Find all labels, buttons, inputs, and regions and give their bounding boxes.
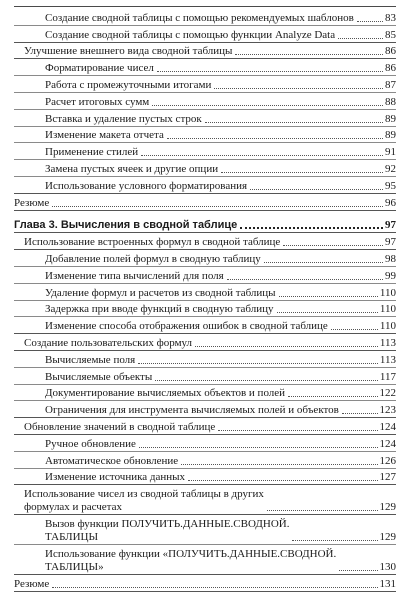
toc-entry-title xyxy=(45,548,336,574)
toc-entry[interactable] xyxy=(14,266,396,283)
toc-entry-title: Обновление значений в сводной таблице xyxy=(24,420,216,433)
toc-entry[interactable] xyxy=(14,434,396,451)
dot-leader xyxy=(267,510,378,511)
toc-entry-page: 95 xyxy=(385,179,396,192)
toc-entry[interactable] xyxy=(14,109,396,126)
dot-leader xyxy=(157,71,383,72)
dot-leader xyxy=(339,570,377,571)
toc-entry-title: Изменение способа отображения ошибок в сводной таблице xyxy=(45,320,328,333)
dot-leader xyxy=(52,587,377,588)
dot-leader xyxy=(292,540,377,541)
toc-entry[interactable] xyxy=(14,451,396,468)
toc-entry-page: 124 xyxy=(379,437,396,450)
dot-leader xyxy=(188,480,377,481)
dot-leader xyxy=(250,189,383,190)
toc-entry-title-line: Использование чисел из сводной таблицы в других xyxy=(24,488,264,501)
toc-entry[interactable] xyxy=(14,142,396,159)
toc-entry-title-line: формулах и расчетах xyxy=(24,501,122,514)
dot-leader xyxy=(155,380,378,381)
toc-entry-title: Работа с промежуточными итогами xyxy=(45,78,212,91)
dot-leader xyxy=(279,296,378,297)
toc-entry-title: Резюме xyxy=(14,578,50,591)
dot-leader xyxy=(152,105,383,106)
toc-entry[interactable] xyxy=(14,25,396,42)
toc-entry-title: Форматирование чисел xyxy=(45,62,154,75)
toc-entry[interactable] xyxy=(14,417,396,434)
toc-entry-title: Вычисляемые поля xyxy=(45,353,136,366)
toc-entry-title: Замена пустых ячеек и другие опции xyxy=(45,162,219,175)
toc-entry[interactable] xyxy=(14,232,396,249)
dot-leader xyxy=(264,262,383,263)
toc-entry-page: 124 xyxy=(379,420,396,433)
toc-entry-title: Расчет итоговых сумм xyxy=(45,95,150,108)
row-divider xyxy=(14,210,396,211)
toc-entry-title-line: Вызов функции ПОЛУЧИТЬ.ДАННЫЕ.СВОДНОЙ. xyxy=(45,518,290,531)
toc-entry[interactable] xyxy=(14,126,396,143)
dot-leader xyxy=(214,88,383,89)
dot-leader xyxy=(235,54,383,55)
toc-entry-page: 98 xyxy=(385,252,396,265)
toc-entry-page: 126 xyxy=(379,454,396,467)
toc-entry-title: Создание пользовательских формул xyxy=(24,336,193,349)
toc-entry-page: 86 xyxy=(385,45,396,58)
dot-leader xyxy=(357,21,383,22)
dot-leader xyxy=(342,413,378,414)
dot-leader xyxy=(205,122,383,123)
toc-entry-page: 88 xyxy=(385,95,396,108)
toc-entry-title: Резюме xyxy=(14,196,50,209)
toc-entry-page: 110 xyxy=(379,320,396,333)
toc-entry[interactable] xyxy=(14,300,396,317)
toc-entry-title: Ограничения для инструмента вычисляемых полей и объектов xyxy=(45,404,339,417)
toc-entry-page: 97 xyxy=(385,219,396,232)
toc-entry[interactable] xyxy=(14,58,396,75)
toc-entry-page: 89 xyxy=(385,112,396,125)
toc-entry[interactable] xyxy=(14,316,396,333)
dot-leader xyxy=(218,430,377,431)
toc-entry[interactable] xyxy=(14,384,396,401)
toc-entry[interactable] xyxy=(14,333,396,350)
toc-entry-title: Автоматическое обновление xyxy=(45,454,179,467)
toc-entry-page: 113 xyxy=(379,353,396,366)
dot-leader xyxy=(283,245,383,246)
toc-entry-title: Документирование вычисляемых объектов и полей xyxy=(45,387,286,400)
toc-entry-title: Глава 3. Вычисления в сводной таблице xyxy=(14,219,238,232)
toc-entry-page: 129 xyxy=(379,531,396,544)
toc-entry-title: Ручное обновление xyxy=(45,437,136,450)
toc-entry-page: 92 xyxy=(385,162,396,175)
toc-entry[interactable] xyxy=(14,193,396,210)
toc-entry-page: 89 xyxy=(385,129,396,142)
toc-entry-page: 97 xyxy=(385,236,396,249)
toc-entry-page: 110 xyxy=(379,286,396,299)
toc-entry[interactable] xyxy=(14,574,396,591)
toc-entry-title: Изменение макета отчета xyxy=(45,129,164,142)
dot-leader xyxy=(338,38,383,39)
toc-entry-page: 83 xyxy=(385,11,396,24)
dot-leader xyxy=(139,447,378,448)
toc-entry-title: Задержка при вводе функций в сводную таблицу xyxy=(45,303,274,316)
dot-leader xyxy=(167,138,383,139)
dot-leader xyxy=(138,363,378,364)
dot-leader xyxy=(277,312,378,313)
toc-entry[interactable] xyxy=(14,484,396,514)
toc-entry-title: Использование условного форматирования xyxy=(45,179,248,192)
dot-leader xyxy=(227,279,383,280)
toc-entry-title: Удаление формул и расчетов из сводной таблицы xyxy=(45,286,276,299)
toc-entry-title: Изменение типа вычислений для поля xyxy=(45,269,224,282)
toc-entry[interactable] xyxy=(14,544,396,574)
toc-entry-title-line: ТАБЛИЦЫ xyxy=(45,531,99,544)
toc-entry-page: 129 xyxy=(379,501,396,514)
toc-entry-page: 91 xyxy=(385,146,396,159)
toc-entry[interactable] xyxy=(14,514,396,544)
toc-entry-page: 87 xyxy=(385,78,396,91)
toc-entry-page: 130 xyxy=(379,561,396,574)
toc-entry[interactable] xyxy=(14,350,396,367)
toc-entry-page: 117 xyxy=(379,370,396,383)
toc-entry-title xyxy=(45,518,289,544)
dot-leader xyxy=(221,172,383,173)
toc-entry[interactable] xyxy=(14,367,396,384)
toc-entry[interactable] xyxy=(14,283,396,300)
toc-entry-title: Применение стилей xyxy=(45,146,139,159)
toc-entry-title: Создание сводной таблицы с помощью функции Analyze Data xyxy=(45,28,336,41)
dot-leader xyxy=(288,396,377,397)
toc-entry-page: 96 xyxy=(385,196,396,209)
toc-entry-title: Вставка и удаление пустых строк xyxy=(45,112,202,125)
toc-entry[interactable] xyxy=(14,400,396,417)
toc-entry-title xyxy=(24,488,264,514)
toc-entry[interactable] xyxy=(14,159,396,176)
toc-entry-page: 85 xyxy=(385,28,396,41)
dot-leader xyxy=(52,206,383,207)
toc-entry[interactable] xyxy=(14,92,396,109)
toc-entry-page: 123 xyxy=(379,404,396,417)
toc-entry-page: 113 xyxy=(379,336,396,349)
chapter-heading[interactable] xyxy=(14,216,396,233)
toc-entry-page: 86 xyxy=(385,62,396,75)
toc-entry-title: Вычисляемые объекты xyxy=(45,370,153,383)
toc-entry[interactable] xyxy=(14,176,396,193)
dot-leader xyxy=(195,346,378,347)
dot-leader xyxy=(141,155,383,156)
toc-entry-title-line: Использование функции «ПОЛУЧИТЬ.ДАННЫЕ.СВОДНОЙ. xyxy=(45,548,337,561)
toc-entry-title: Добавление полей формул в сводную таблицу xyxy=(45,252,261,265)
toc-entry-title: Изменение источника данных xyxy=(45,471,186,484)
toc-entry-page: 127 xyxy=(379,471,396,484)
dot-leader xyxy=(240,227,383,229)
toc-entry[interactable] xyxy=(14,8,396,25)
toc-entry-title: Улучшение внешнего вида сводной таблицы xyxy=(24,45,233,58)
toc-entry[interactable] xyxy=(14,42,396,59)
dot-leader xyxy=(181,464,377,465)
toc-entry-page: 122 xyxy=(379,387,396,400)
dot-leader xyxy=(331,329,378,330)
toc-entry-page: 131 xyxy=(379,578,396,591)
toc-entry-page: 110 xyxy=(379,303,396,316)
top-rule xyxy=(14,6,396,7)
toc-entry-title: Использование встроенных формул в сводной таблице xyxy=(24,236,281,249)
toc-entry-page: 99 xyxy=(385,269,396,282)
toc-entry[interactable] xyxy=(14,75,396,92)
toc-entry-title-line: ТАБЛИЦЫ» xyxy=(45,561,104,574)
toc-entry-title: Создание сводной таблицы с помощью рекомендуемых шаблонов xyxy=(45,11,354,24)
toc-entry[interactable] xyxy=(14,468,396,485)
toc-entry[interactable] xyxy=(14,249,396,266)
